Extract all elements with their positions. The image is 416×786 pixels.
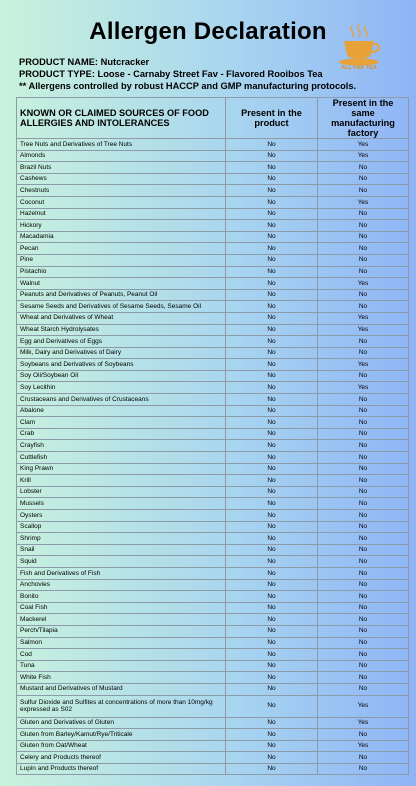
table-row bbox=[17, 312, 409, 324]
product-cell: No bbox=[226, 428, 318, 440]
table-row bbox=[17, 486, 409, 498]
product-cell: No bbox=[226, 752, 318, 764]
product-info bbox=[19, 56, 356, 92]
allergen-cell: King Prawn bbox=[17, 463, 226, 475]
product-cell: No bbox=[226, 162, 318, 174]
allergen-cell: Cashews bbox=[17, 173, 226, 185]
allergen-cell: Macadamia bbox=[17, 231, 226, 243]
product-cell: No bbox=[226, 602, 318, 614]
product-cell: No bbox=[226, 544, 318, 556]
table-row bbox=[17, 394, 409, 406]
table-row bbox=[17, 510, 409, 522]
factory-cell: No bbox=[318, 394, 409, 406]
allergen-cell: Coal Fish bbox=[17, 602, 226, 614]
product-cell: No bbox=[226, 266, 318, 278]
table-row bbox=[17, 463, 409, 475]
factory-cell: No bbox=[318, 452, 409, 464]
product-cell: No bbox=[226, 417, 318, 429]
factory-cell: No bbox=[318, 162, 409, 174]
factory-cell: No bbox=[318, 729, 409, 741]
allergen-cell: Brazil Nuts bbox=[17, 162, 226, 174]
table-row bbox=[17, 278, 409, 290]
allergen-cell: Peanuts and Derivatives of Peanuts, Peanut Oil bbox=[17, 289, 226, 301]
allergen-cell: Pine bbox=[17, 254, 226, 266]
table-row bbox=[17, 266, 409, 278]
product-cell: No bbox=[226, 672, 318, 684]
factory-cell: Yes bbox=[318, 740, 409, 752]
factory-cell: No bbox=[318, 231, 409, 243]
table-row bbox=[17, 763, 409, 775]
product-cell: No bbox=[226, 521, 318, 533]
product-cell: No bbox=[226, 359, 318, 371]
allergen-cell: Egg and Derivatives of Eggs bbox=[17, 336, 226, 348]
allergen-cell: Almonds bbox=[17, 150, 226, 162]
factory-cell: No bbox=[318, 567, 409, 579]
allergen-cell: Tuna bbox=[17, 660, 226, 672]
factory-cell: No bbox=[318, 405, 409, 417]
table-row bbox=[17, 382, 409, 394]
factory-cell: No bbox=[318, 243, 409, 255]
factory-cell: No bbox=[318, 301, 409, 313]
allergen-cell: Lobster bbox=[17, 486, 226, 498]
product-cell: No bbox=[226, 695, 318, 717]
product-cell: No bbox=[226, 185, 318, 197]
product-cell: No bbox=[226, 289, 318, 301]
factory-cell: No bbox=[318, 475, 409, 487]
product-cell: No bbox=[226, 614, 318, 626]
factory-cell: Yes bbox=[318, 312, 409, 324]
product-cell: No bbox=[226, 510, 318, 522]
table-row bbox=[17, 428, 409, 440]
table-row bbox=[17, 324, 409, 336]
factory-cell: No bbox=[318, 266, 409, 278]
table-row bbox=[17, 579, 409, 591]
factory-cell: No bbox=[318, 752, 409, 764]
table-row bbox=[17, 254, 409, 266]
factory-cell: No bbox=[318, 683, 409, 695]
allergen-cell: Celery and Products thereof bbox=[17, 752, 226, 764]
allergen-cell: Tree Nuts and Derivatives of Tree Nuts bbox=[17, 139, 226, 151]
factory-cell: No bbox=[318, 370, 409, 382]
allergen-cell: Gluten and Derivatives of Gluten bbox=[17, 717, 226, 729]
allergen-cell: Bonito bbox=[17, 591, 226, 603]
factory-cell: Yes bbox=[318, 139, 409, 151]
table-row bbox=[17, 440, 409, 452]
table-row bbox=[17, 243, 409, 255]
factory-cell: No bbox=[318, 498, 409, 510]
allergen-cell: Chestnuts bbox=[17, 185, 226, 197]
factory-cell: No bbox=[318, 591, 409, 603]
product-cell: No bbox=[226, 660, 318, 672]
allergen-cell: Sesame Seeds and Derivatives of Sesame Seeds, Sesame Oil bbox=[17, 301, 226, 313]
table-row bbox=[17, 729, 409, 741]
allergen-cell: Wheat Starch Hydrolysates bbox=[17, 324, 226, 336]
product-cell: No bbox=[226, 231, 318, 243]
factory-cell: Yes bbox=[318, 324, 409, 336]
allergen-cell: Milk, Dairy and Derivatives of Dairy bbox=[17, 347, 226, 359]
product-cell: No bbox=[226, 637, 318, 649]
page-title: Allergen Declaration bbox=[89, 18, 327, 45]
product-cell: No bbox=[226, 556, 318, 568]
allergen-cell: Shrimp bbox=[17, 533, 226, 545]
allergen-cell: Crustaceans and Derivatives of Crustaceans bbox=[17, 394, 226, 406]
product-cell: No bbox=[226, 370, 318, 382]
product-cell: No bbox=[226, 336, 318, 348]
product-cell: No bbox=[226, 301, 318, 313]
factory-cell: No bbox=[318, 289, 409, 301]
product-cell: No bbox=[226, 324, 318, 336]
allergen-table bbox=[16, 97, 409, 775]
factory-cell: No bbox=[318, 463, 409, 475]
allergen-cell: Walnut bbox=[17, 278, 226, 290]
product-cell: No bbox=[226, 347, 318, 359]
factory-cell: No bbox=[318, 440, 409, 452]
table-row bbox=[17, 231, 409, 243]
allergen-cell: Cod bbox=[17, 649, 226, 661]
product-cell: No bbox=[226, 463, 318, 475]
table-row bbox=[17, 695, 409, 717]
factory-cell: No bbox=[318, 521, 409, 533]
table-row bbox=[17, 185, 409, 197]
factory-cell: Yes bbox=[318, 359, 409, 371]
factory-cell: No bbox=[318, 763, 409, 775]
product-cell: No bbox=[226, 591, 318, 603]
table-row bbox=[17, 533, 409, 545]
product-cell: No bbox=[226, 312, 318, 324]
product-name: PRODUCT NAME: Nutcracker bbox=[19, 57, 150, 67]
factory-cell: No bbox=[318, 486, 409, 498]
allergen-cell: Pecan bbox=[17, 243, 226, 255]
product-cell: No bbox=[226, 150, 318, 162]
table-row bbox=[17, 405, 409, 417]
table-row bbox=[17, 452, 409, 464]
table-row bbox=[17, 717, 409, 729]
product-cell: No bbox=[226, 139, 318, 151]
factory-cell: No bbox=[318, 660, 409, 672]
allergen-cell: Soy Oil/Soybean Oil bbox=[17, 370, 226, 382]
table-row bbox=[17, 208, 409, 220]
allergen-cell: Fish and Derivatives of Fish bbox=[17, 567, 226, 579]
table-row bbox=[17, 602, 409, 614]
table-row bbox=[17, 752, 409, 764]
factory-cell: No bbox=[318, 637, 409, 649]
table-row bbox=[17, 475, 409, 487]
table-row bbox=[17, 625, 409, 637]
haccp-note: ** Allergens controlled by robust HACCP and GMP manufacturing protocols. bbox=[19, 81, 357, 91]
header-present-in-product: Present in the product bbox=[226, 98, 318, 139]
product-cell: No bbox=[226, 208, 318, 220]
factory-cell: No bbox=[318, 625, 409, 637]
product-cell: No bbox=[226, 567, 318, 579]
product-cell: No bbox=[226, 452, 318, 464]
factory-cell: No bbox=[318, 533, 409, 545]
table-row bbox=[17, 544, 409, 556]
product-cell: No bbox=[226, 763, 318, 775]
product-cell: No bbox=[226, 254, 318, 266]
allergen-cell: Mustard and Derivatives of Mustard bbox=[17, 683, 226, 695]
product-cell: No bbox=[226, 440, 318, 452]
factory-cell: No bbox=[318, 254, 409, 266]
product-cell: No bbox=[226, 394, 318, 406]
product-cell: No bbox=[226, 173, 318, 185]
table-row bbox=[17, 359, 409, 371]
allergen-cell: Oysters bbox=[17, 510, 226, 522]
factory-cell: Yes bbox=[318, 196, 409, 208]
header-present-in-factory: Present in the same manufacturing factory bbox=[318, 98, 409, 139]
factory-cell: No bbox=[318, 428, 409, 440]
factory-cell: No bbox=[318, 579, 409, 591]
table-row bbox=[17, 521, 409, 533]
factory-cell: No bbox=[318, 336, 409, 348]
allergen-cell: Squid bbox=[17, 556, 226, 568]
factory-cell: No bbox=[318, 602, 409, 614]
allergen-cell: Cuttlefish bbox=[17, 452, 226, 464]
allergen-cell: Hazelnut bbox=[17, 208, 226, 220]
table-row bbox=[17, 162, 409, 174]
table-row bbox=[17, 289, 409, 301]
table-row bbox=[17, 150, 409, 162]
allergen-cell: Soy Lecithin bbox=[17, 382, 226, 394]
table-row bbox=[17, 173, 409, 185]
product-cell: No bbox=[226, 683, 318, 695]
table-row bbox=[17, 196, 409, 208]
factory-cell: Yes bbox=[318, 278, 409, 290]
product-cell: No bbox=[226, 533, 318, 545]
product-cell: No bbox=[226, 579, 318, 591]
product-type: PRODUCT TYPE: Loose - Carnaby Street Fav - Flavored Rooibos Tea bbox=[19, 69, 323, 79]
table-row bbox=[17, 347, 409, 359]
table-row bbox=[17, 683, 409, 695]
table-row bbox=[17, 139, 409, 151]
allergen-cell: Pistachio bbox=[17, 266, 226, 278]
product-cell: No bbox=[226, 405, 318, 417]
product-cell: No bbox=[226, 740, 318, 752]
table-row bbox=[17, 567, 409, 579]
product-cell: No bbox=[226, 729, 318, 741]
table-row bbox=[17, 637, 409, 649]
factory-cell: Yes bbox=[318, 382, 409, 394]
factory-cell: No bbox=[318, 173, 409, 185]
product-cell: No bbox=[226, 196, 318, 208]
factory-cell: No bbox=[318, 649, 409, 661]
allergen-cell: Gluten from Barley/Kamut/Rye/Triticale bbox=[17, 729, 226, 741]
factory-cell: Yes bbox=[318, 717, 409, 729]
table-row bbox=[17, 220, 409, 232]
factory-cell: No bbox=[318, 544, 409, 556]
factory-cell: Yes bbox=[318, 695, 409, 717]
product-cell: No bbox=[226, 382, 318, 394]
product-cell: No bbox=[226, 243, 318, 255]
product-cell: No bbox=[226, 498, 318, 510]
table-row bbox=[17, 556, 409, 568]
table-row bbox=[17, 614, 409, 626]
allergen-cell: Crayfish bbox=[17, 440, 226, 452]
product-cell: No bbox=[226, 717, 318, 729]
allergen-cell: Coconut bbox=[17, 196, 226, 208]
allergen-cell: Wheat and Derivatives of Wheat bbox=[17, 312, 226, 324]
table-row bbox=[17, 336, 409, 348]
product-cell: No bbox=[226, 625, 318, 637]
table-row bbox=[17, 672, 409, 684]
table-row bbox=[17, 370, 409, 382]
factory-cell: No bbox=[318, 614, 409, 626]
product-cell: No bbox=[226, 475, 318, 487]
allergen-cell: Krill bbox=[17, 475, 226, 487]
factory-cell: No bbox=[318, 185, 409, 197]
factory-cell: No bbox=[318, 672, 409, 684]
logo-text: ALL PAK TEA bbox=[341, 65, 377, 71]
product-cell: No bbox=[226, 649, 318, 661]
factory-cell: No bbox=[318, 220, 409, 232]
factory-cell: Yes bbox=[318, 150, 409, 162]
allergen-cell: Anchovies bbox=[17, 579, 226, 591]
factory-cell: No bbox=[318, 347, 409, 359]
allergen-cell: Gluten from Oat/Wheat bbox=[17, 740, 226, 752]
allergen-cell: Clam bbox=[17, 417, 226, 429]
table-row bbox=[17, 301, 409, 313]
allergen-cell: Abalone bbox=[17, 405, 226, 417]
table-header-row bbox=[17, 98, 409, 139]
allergen-cell: Hickory bbox=[17, 220, 226, 232]
product-cell: No bbox=[226, 220, 318, 232]
allergen-cell: Salmon bbox=[17, 637, 226, 649]
allergen-cell: Crab bbox=[17, 428, 226, 440]
product-cell: No bbox=[226, 486, 318, 498]
table-row bbox=[17, 417, 409, 429]
allergen-cell: Snail bbox=[17, 544, 226, 556]
allergen-cell: White Fish bbox=[17, 672, 226, 684]
allergen-cell: Perch/Tilapia bbox=[17, 625, 226, 637]
factory-cell: No bbox=[318, 417, 409, 429]
table-row bbox=[17, 660, 409, 672]
allergen-cell: Soybeans and Derivatives of Soybeans bbox=[17, 359, 226, 371]
factory-cell: No bbox=[318, 510, 409, 522]
table-row bbox=[17, 740, 409, 752]
table-row bbox=[17, 649, 409, 661]
factory-cell: No bbox=[318, 556, 409, 568]
product-cell: No bbox=[226, 278, 318, 290]
allergen-cell: Scallop bbox=[17, 521, 226, 533]
allergen-cell: Mackerel bbox=[17, 614, 226, 626]
table-row bbox=[17, 591, 409, 603]
allergen-cell: Mussels bbox=[17, 498, 226, 510]
allergen-cell: Sulfur Dioxide and Sulfites at concentrations of more than 10mg/kg expressed as S02 bbox=[17, 695, 226, 717]
table-row bbox=[17, 498, 409, 510]
factory-cell: No bbox=[318, 208, 409, 220]
header-allergen-source: KNOWN OR CLAIMED SOURCES OF FOOD ALLERGIES AND INTOLERANCES bbox=[17, 98, 226, 139]
allergen-cell: Lupin and Products thereof bbox=[17, 763, 226, 775]
